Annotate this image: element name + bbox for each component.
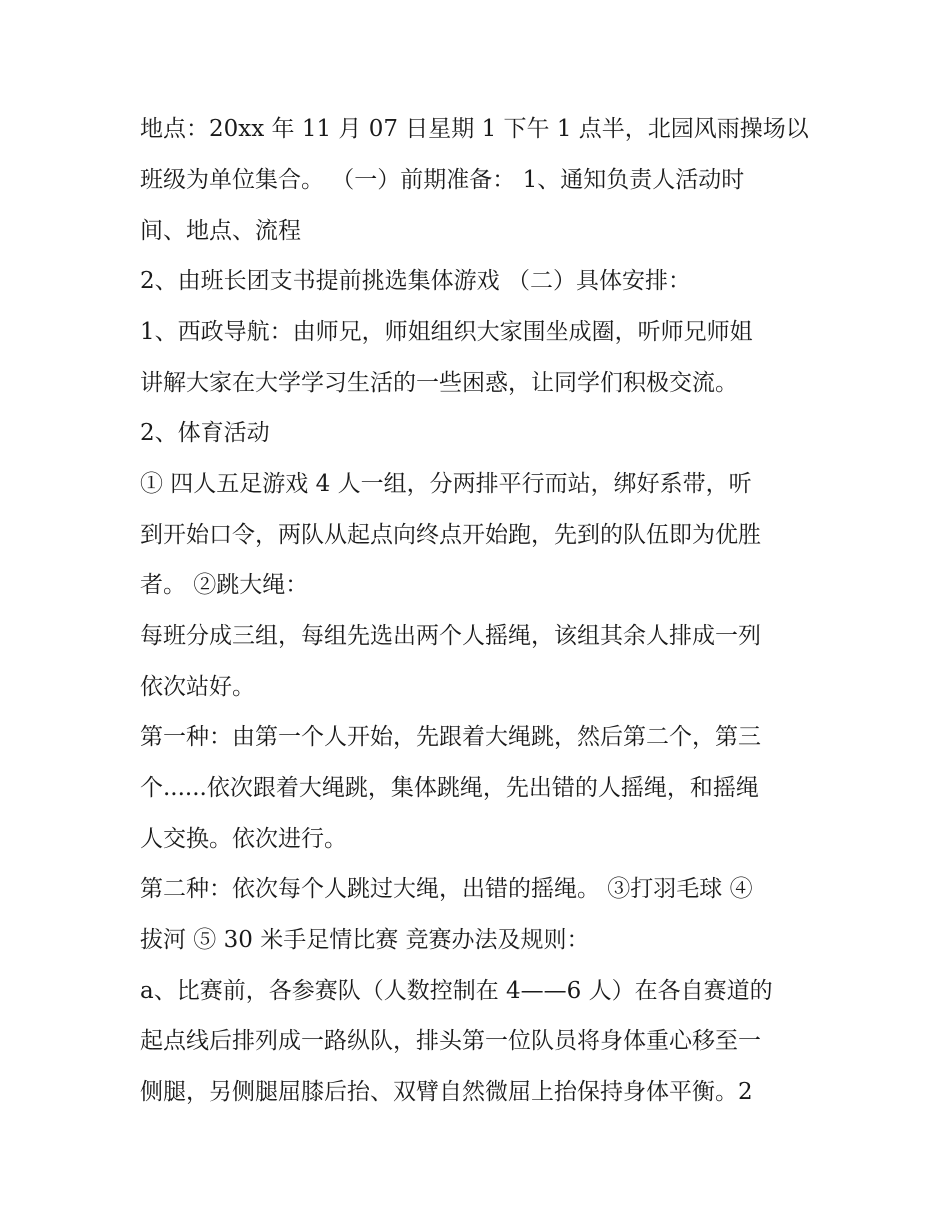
text-line: 地点：20xx 年 11 月 07 日星期 1 下午 1 点半，北园风雨操场以 — [140, 116, 809, 142]
text-line: 每班分成三组，每组先选出两个人摇绳，该组其余人排成一列 — [140, 623, 761, 649]
text-line: 第二种：依次每个人跳过大绳，出错的摇绳。 ③打羽毛球 ④ — [140, 876, 753, 902]
text-line: 个......依次跟着大绳跳，集体跳绳，先出错的人摇绳，和摇绳 — [140, 775, 759, 801]
text-line: 者。 ②跳大绳： — [140, 572, 309, 598]
text-line: 起点线后排列成一路纵队，排头第一位队员将身体重心移至一 — [140, 1028, 761, 1054]
text-line: 讲解大家在大学学习生活的一些困惑，让同学们积极交流。 — [140, 370, 738, 396]
text-line: 到开始口令，两队从起点向终点开始跑，先到的队伍即为优胜 — [140, 522, 761, 548]
text-line: ① 四人五足游戏 4 人一组，分两排平行而站，绑好系带，听 — [140, 471, 752, 497]
text-line: 人交换。依次进行。 — [140, 826, 347, 852]
text-line: 间、地点、流程 — [140, 218, 301, 244]
text-line: 拔河 ⑤ 30 米手足情比赛 竞赛办法及规则： — [140, 927, 590, 953]
text-line: 2、体育活动 — [140, 420, 270, 446]
text-line: 侧腿，另侧腿屈膝后抬、双臂自然微屈上抬保持身体平衡。2 — [140, 1079, 753, 1105]
text-line: 班级为单位集合。 （一）前期准备： 1、通知负责人活动时 — [140, 167, 745, 193]
text-line: 2、由班长团支书提前挑选集体游戏 （二）具体安排： — [140, 268, 691, 294]
text-line: 1、西政导航：由师兄，师姐组织大家围坐成圈，听师兄师姐 — [140, 319, 753, 345]
text-line: 依次站好。 — [140, 674, 255, 700]
text-line: 第一种：由第一个人开始，先跟着大绳跳，然后第二个，第三 — [140, 724, 761, 750]
text-line: a、比赛前，各参赛队（人数控制在 4——6 人）在各自赛道的 — [140, 978, 773, 1004]
